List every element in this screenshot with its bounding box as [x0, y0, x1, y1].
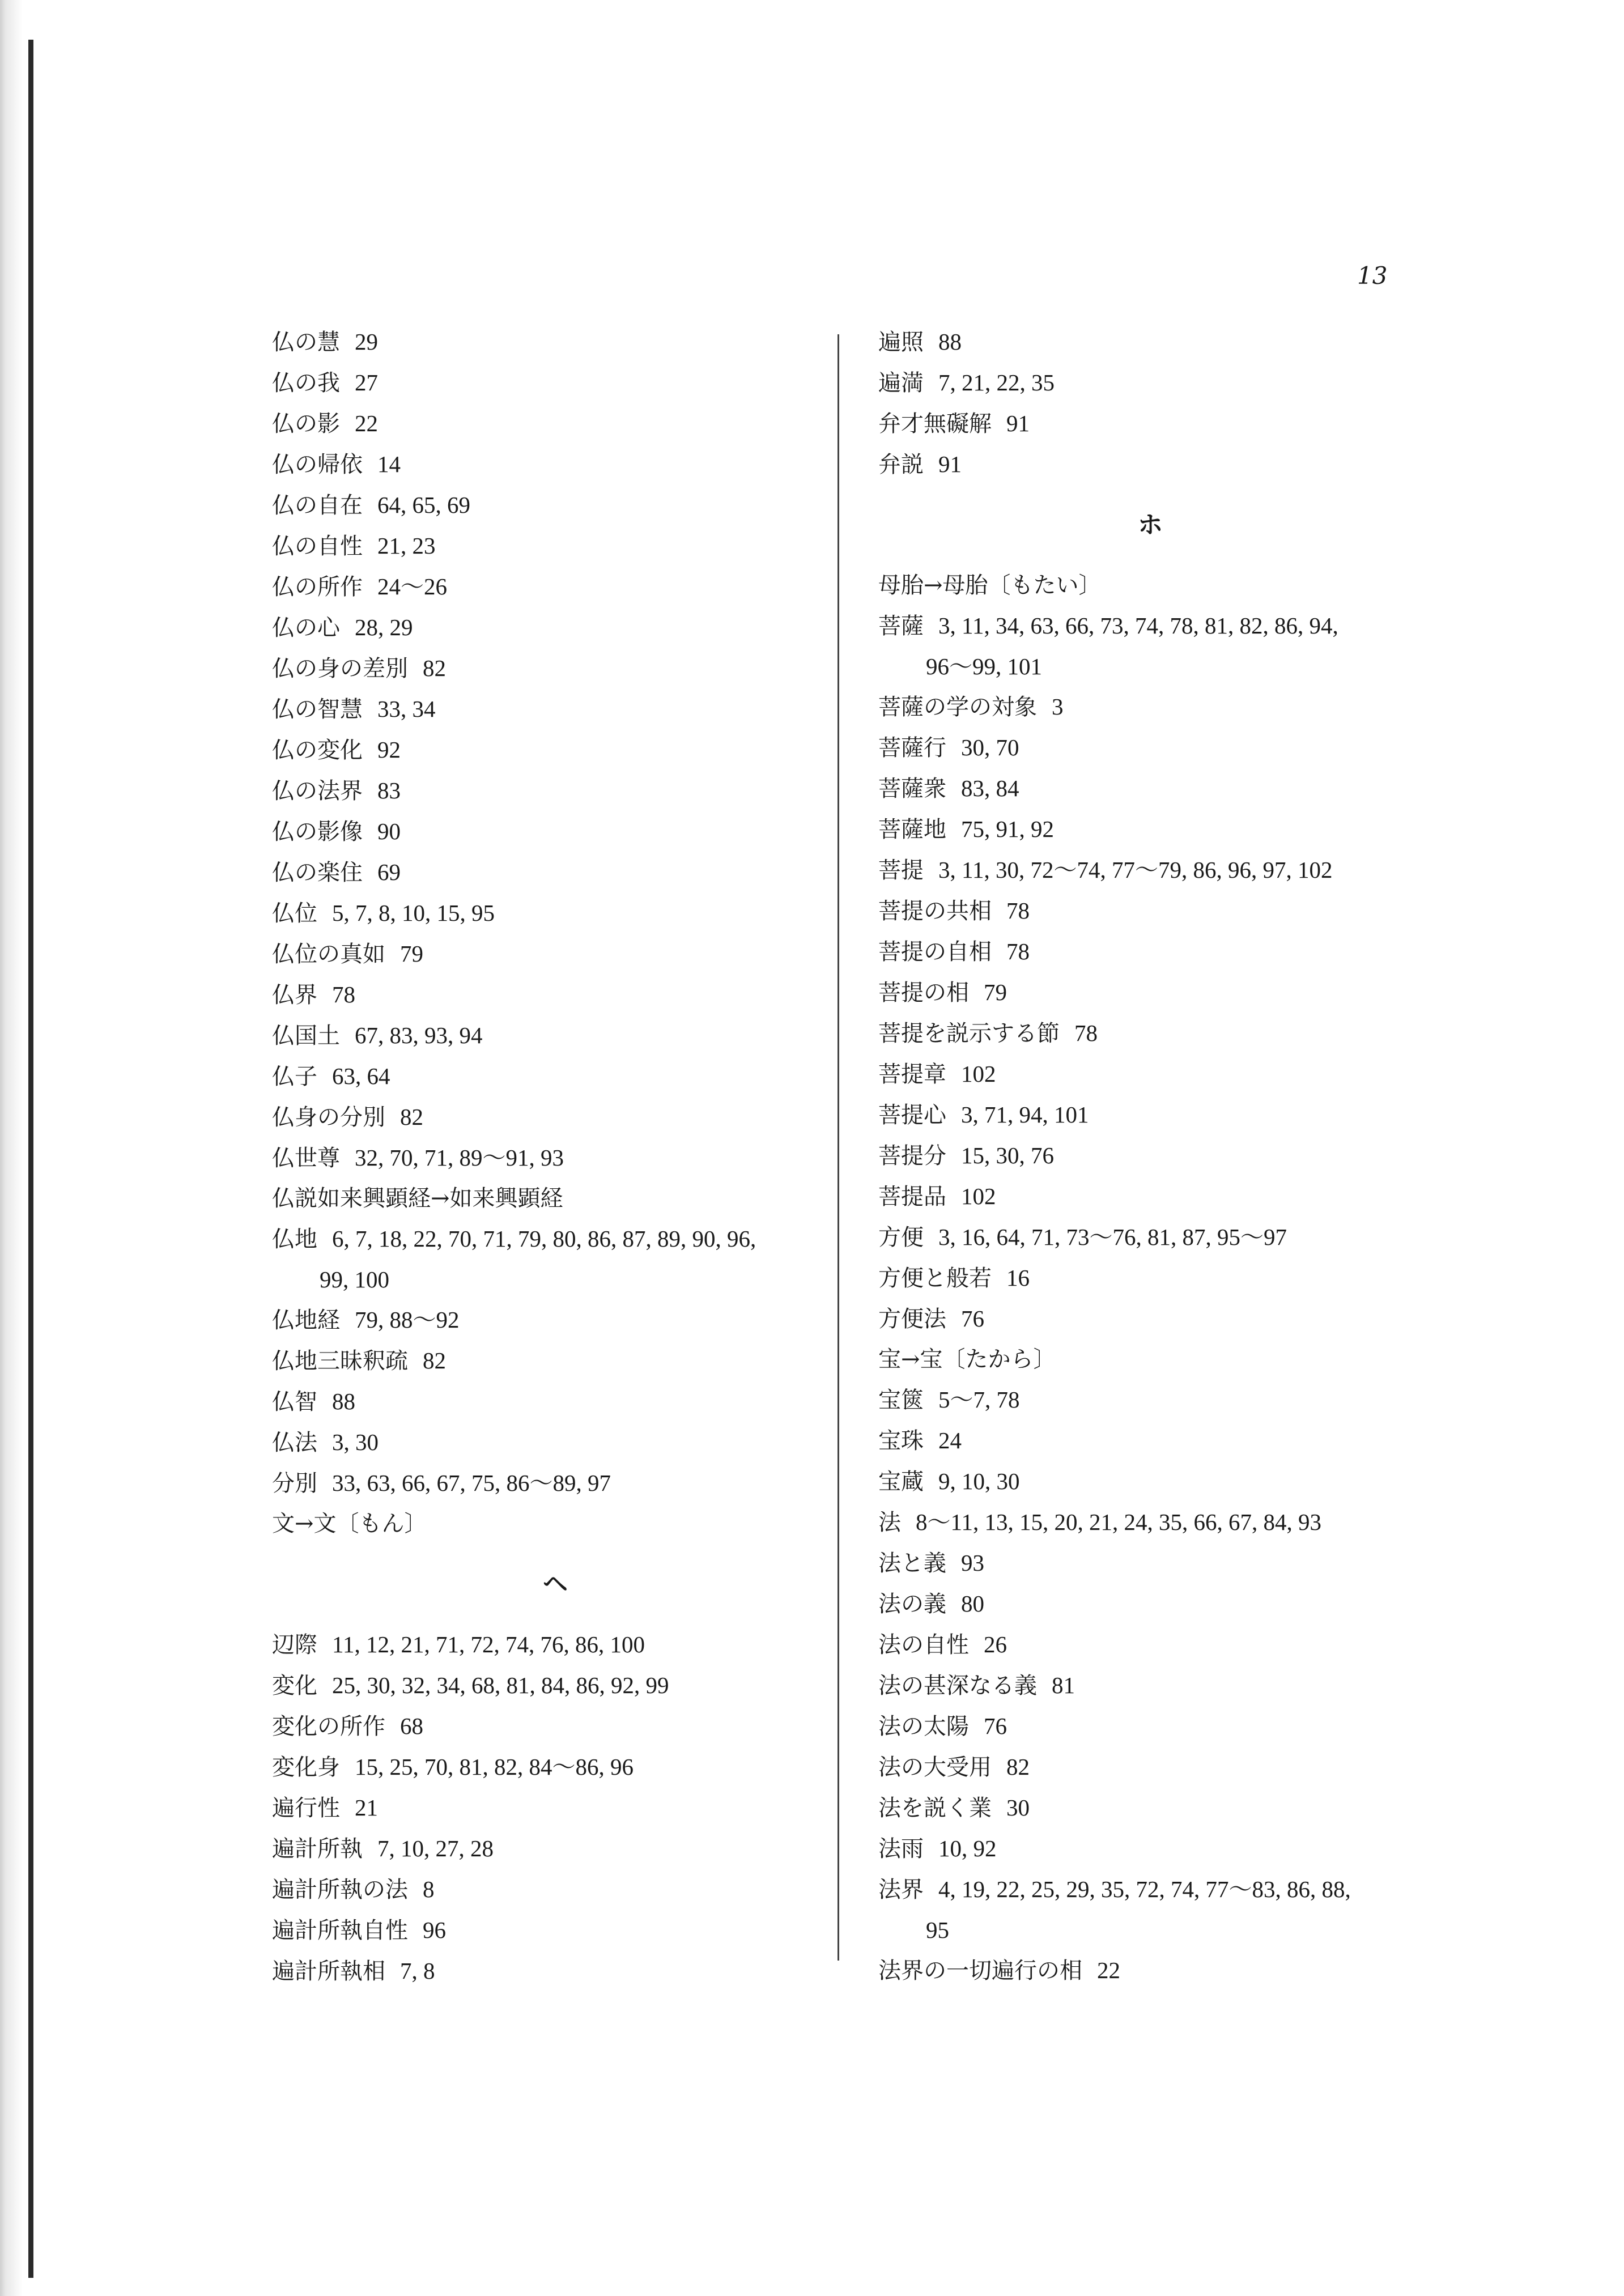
page-references: 33, 63, 66, 67, 75, 86〜89, 97 [332, 1470, 611, 1496]
index-entry [878, 444, 1422, 485]
index-term: 仏地 [272, 1226, 317, 1252]
index-entry [272, 1504, 839, 1544]
index-entry [878, 687, 1422, 728]
index-term: 仏位の真如 [272, 941, 385, 967]
index-entry [878, 768, 1422, 809]
page-references: 24 [938, 1427, 962, 1453]
index-entry [272, 1015, 839, 1056]
index-entry [272, 1341, 839, 1381]
index-term: 仏位 [272, 900, 317, 926]
index-term: 仏地三昧釈疏 [272, 1348, 408, 1374]
index-term: 菩提章 [878, 1061, 946, 1087]
index-entry [878, 1054, 1422, 1095]
index-entry [878, 932, 1422, 972]
page-references: 3, 11, 34, 63, 66, 73, 74, 78, 81, 82, 86, 94, [938, 613, 1338, 639]
index-entry [878, 1217, 1422, 1258]
index-term: 遍計所執 [272, 1836, 363, 1862]
index-entry [878, 1013, 1422, 1054]
index-term: 変化 [272, 1673, 317, 1699]
index-term: 法の義 [878, 1591, 946, 1617]
index-term: 仏法 [272, 1430, 317, 1456]
index-entry [878, 1136, 1422, 1176]
index-term: 分別 [272, 1470, 317, 1496]
index-term: 仏の心 [272, 615, 340, 641]
index-entry [272, 1056, 839, 1097]
index-term: 法と義 [878, 1550, 946, 1576]
index-entry [272, 1138, 839, 1179]
page-references: 68 [400, 1713, 423, 1739]
page-references: 82 [1006, 1754, 1030, 1780]
index-term: 方便と般若 [878, 1265, 992, 1291]
index-term: 菩提心 [878, 1102, 946, 1128]
index-entry [272, 1665, 839, 1706]
index-entry [272, 730, 839, 771]
index-term: 遍計所執自性 [272, 1917, 408, 1944]
index-term: 仏の智慧 [272, 696, 363, 722]
index-entry [878, 972, 1422, 1013]
page-references: 82 [423, 655, 446, 681]
index-term: 菩提の自相 [878, 939, 992, 965]
section-heading: ホ [1138, 511, 1163, 539]
index-term: 遍計所執相 [272, 1958, 385, 1984]
index-term: 法の甚深なる義 [878, 1673, 1037, 1699]
page-references: 21 [355, 1795, 378, 1821]
page-references: 5〜7, 78 [938, 1387, 1020, 1413]
index-term: 仏国土 [272, 1023, 340, 1049]
page-references: 91 [938, 451, 962, 477]
index-term: 菩薩の学の対象 [878, 694, 1037, 720]
page-references: 96 [423, 1917, 446, 1943]
page-references: 11, 12, 21, 71, 72, 74, 76, 86, 100 [332, 1631, 645, 1657]
page-references: 21, 23 [377, 533, 436, 559]
index-entry [878, 809, 1422, 850]
page-references: 15, 30, 76 [961, 1142, 1054, 1168]
page-references: 75, 91, 92 [961, 816, 1054, 842]
index-term: 宝珠 [878, 1428, 924, 1454]
page-references: 79, 88〜92 [355, 1307, 460, 1333]
index-term: 仏の自在 [272, 492, 363, 518]
index-term: 辺際 [272, 1632, 317, 1658]
page-references: 92 [377, 737, 401, 763]
index-term: 菩薩行 [878, 735, 946, 761]
index-entry [272, 526, 839, 567]
index-entry [272, 852, 839, 893]
index-term: 仏説如来興顕経→如来興顕経 [272, 1185, 563, 1211]
index-entry [878, 403, 1422, 444]
index-entry [272, 1463, 839, 1504]
index-term: 仏界 [272, 982, 317, 1008]
page-references: 82 [423, 1347, 446, 1374]
index-entry [272, 1788, 839, 1829]
index-entry [272, 1747, 839, 1788]
index-term: 仏の所作 [272, 574, 363, 600]
index-entry [272, 1625, 839, 1665]
index-entry [878, 1625, 1422, 1665]
index-term: 宝→宝〔たから〕 [878, 1346, 1056, 1372]
page-references: 76 [984, 1713, 1007, 1739]
page-references: 30, 70 [961, 734, 1019, 760]
page-references: 10, 92 [938, 1835, 997, 1861]
index-term: 仏の影 [272, 411, 340, 437]
section-heading: ヘ [543, 1570, 568, 1598]
index-entry [272, 444, 839, 485]
index-term: 変化の所作 [272, 1714, 385, 1740]
page-references: 78 [1006, 898, 1030, 924]
index-entry [878, 1176, 1422, 1217]
index-term: 菩提を説示する節 [878, 1021, 1060, 1047]
page-references: 8 [423, 1876, 435, 1902]
page-references: 3, 16, 64, 71, 73〜76, 81, 87, 95〜97 [938, 1224, 1287, 1250]
index-term: 遍行性 [272, 1795, 340, 1821]
index-entry [878, 1421, 1422, 1461]
index-term: 仏の楽住 [272, 860, 363, 886]
page-references: 15, 25, 70, 81, 82, 84〜86, 96 [355, 1754, 634, 1780]
page-references: 80 [961, 1591, 984, 1617]
page-references-continued: 99, 100 [320, 1266, 389, 1292]
index-entry [878, 891, 1422, 932]
page-references: 24〜26 [377, 573, 447, 599]
page-references: 5, 7, 8, 10, 15, 95 [332, 900, 495, 926]
index-entry [878, 566, 1422, 606]
index-entry [272, 771, 839, 811]
index-entry [878, 1706, 1422, 1747]
index-entry [272, 363, 839, 403]
page-references: 29 [355, 329, 378, 355]
index-term: 仏身の分別 [272, 1104, 385, 1130]
index-term: 仏智 [272, 1389, 317, 1415]
page-references: 78 [332, 981, 355, 1007]
index-term: 仏の変化 [272, 737, 363, 763]
index-term: 菩提 [878, 857, 924, 883]
index-entry [272, 975, 839, 1015]
index-entry [878, 1829, 1422, 1869]
page-references: 78 [1006, 938, 1030, 964]
index-term: 法 [878, 1510, 901, 1536]
page-references: 79 [984, 979, 1007, 1005]
index-entry [878, 1461, 1422, 1502]
page-references: 3, 71, 94, 101 [961, 1102, 1089, 1128]
index-term: 弁才無礙解 [878, 411, 992, 437]
index-entry [878, 1584, 1422, 1625]
index-term: 仏の帰依 [272, 452, 363, 478]
page-references: 3 [1052, 694, 1064, 720]
page-references: 93 [961, 1550, 984, 1576]
index-term: 遍照 [878, 329, 924, 355]
index-entry [878, 728, 1422, 768]
index-entry [878, 1258, 1422, 1299]
index-term: 仏の影像 [272, 819, 363, 845]
index-term: 法を説く業 [878, 1795, 992, 1821]
index-column-right [878, 322, 1422, 1991]
index-entry [272, 811, 839, 852]
index-term: 法の太陽 [878, 1714, 969, 1740]
page-references: 69 [377, 859, 401, 885]
index-entry [272, 1422, 839, 1463]
index-entry [878, 1502, 1422, 1543]
index-term: 宝篋 [878, 1387, 924, 1413]
index-term: 文→文〔もん〕 [272, 1511, 427, 1537]
page-references: 28, 29 [355, 614, 413, 640]
index-term: 菩薩 [878, 613, 924, 639]
page-references: 3, 30 [332, 1429, 379, 1455]
page-number: 13 [1357, 262, 1388, 290]
index-entry [272, 1706, 839, 1747]
index-entry [272, 1097, 839, 1138]
index-entry [272, 648, 839, 689]
index-term: 菩提の共相 [878, 898, 992, 924]
page-references: 90 [377, 818, 401, 844]
index-term: 菩提の相 [878, 980, 969, 1006]
page-references: 25, 30, 32, 34, 68, 81, 84, 86, 92, 99 [332, 1672, 669, 1698]
page-references: 91 [1006, 410, 1030, 436]
index-entry [272, 1179, 839, 1219]
index-term: 母胎→母胎〔もたい〕 [878, 572, 1102, 598]
index-entry [272, 893, 839, 934]
index-term: 菩提品 [878, 1184, 946, 1210]
index-term: 仏地経 [272, 1307, 340, 1333]
index-term: 仏の慧 [272, 329, 340, 355]
index-entry [272, 322, 839, 363]
page-references: 63, 64 [332, 1063, 390, 1089]
index-term: 遍計所執の法 [272, 1877, 408, 1903]
page-references: 102 [961, 1061, 996, 1087]
page-references: 7, 21, 22, 35 [938, 369, 1055, 396]
index-entry [878, 1747, 1422, 1788]
index-term: 仏の我 [272, 370, 340, 396]
index-term: 法の大受用 [878, 1754, 992, 1780]
index-entry [878, 1665, 1422, 1706]
index-term: 変化身 [272, 1754, 340, 1780]
index-term: 宝蔵 [878, 1469, 924, 1495]
index-column-left [272, 322, 839, 1992]
index-entry [272, 689, 839, 730]
page-references: 27 [355, 369, 378, 396]
binding-shadow-line [28, 40, 33, 2278]
page-references-continued: 96〜99, 101 [926, 653, 1042, 679]
index-entry [272, 1829, 839, 1869]
page-references: 8〜11, 13, 15, 20, 21, 24, 35, 66, 67, 84, 93 [916, 1509, 1321, 1535]
index-entry [878, 363, 1422, 403]
page-references: 7, 8 [400, 1958, 435, 1984]
index-term: 法界 [878, 1877, 924, 1903]
index-entry [878, 850, 1422, 891]
index-term: 法界の一切遍行の相 [878, 1958, 1082, 1984]
page-references: 88 [332, 1388, 355, 1414]
page-references: 6, 7, 18, 22, 70, 71, 79, 80, 86, 87, 89, 90, 96, [332, 1226, 756, 1252]
index-entry [878, 1380, 1422, 1421]
index-entry [272, 1381, 839, 1422]
page-references: 88 [938, 329, 962, 355]
index-term: 法の自性 [878, 1632, 969, 1658]
page-references: 32, 70, 71, 89〜91, 93 [355, 1145, 564, 1171]
page-references: 83, 84 [961, 775, 1019, 801]
page-references: 76 [961, 1306, 984, 1332]
index-term: 菩提分 [878, 1143, 946, 1169]
index-term: 菩薩衆 [878, 776, 946, 802]
index-entry [272, 1869, 839, 1910]
index-term: 仏世尊 [272, 1145, 340, 1171]
index-entry [878, 1340, 1422, 1380]
page-references: 14 [377, 451, 401, 477]
index-entry [878, 1950, 1422, 1991]
page-references: 64, 65, 69 [377, 492, 470, 518]
index-entry [878, 1788, 1422, 1829]
index-entry [878, 1869, 1422, 1950]
index-entry [272, 567, 839, 607]
page-references: 33, 34 [377, 696, 436, 722]
page-references: 78 [1074, 1020, 1098, 1046]
index-term: 仏の自性 [272, 533, 363, 559]
page-references: 22 [1097, 1957, 1120, 1983]
index-term: 仏の身の差別 [272, 656, 408, 682]
index-entry [272, 403, 839, 444]
index-term: 仏の法界 [272, 778, 363, 804]
page-references: 26 [984, 1631, 1007, 1657]
index-entry [272, 485, 839, 526]
column-divider [837, 334, 839, 1961]
index-entry [272, 1219, 839, 1300]
page-references: 3, 11, 30, 72〜74, 77〜79, 86, 96, 97, 102 [938, 857, 1333, 883]
index-entry [878, 1095, 1422, 1136]
page-references: 30 [1006, 1795, 1030, 1821]
page-references-continued: 95 [926, 1917, 949, 1943]
index-entry [878, 322, 1422, 363]
index-term: 方便法 [878, 1306, 946, 1332]
page-references: 7, 10, 27, 28 [377, 1835, 494, 1861]
page-references: 79 [400, 941, 423, 967]
page-references: 102 [961, 1183, 996, 1209]
index-entry [272, 1951, 839, 1992]
index-entry [878, 606, 1422, 687]
index-term: 遍満 [878, 370, 924, 396]
index-entry [272, 934, 839, 975]
page-references: 22 [355, 410, 378, 436]
index-term: 弁説 [878, 452, 924, 478]
index-entry [878, 1299, 1422, 1340]
page-references: 83 [377, 777, 401, 803]
page-references: 82 [400, 1104, 423, 1130]
index-term: 菩薩地 [878, 817, 946, 843]
page-references: 81 [1052, 1672, 1075, 1698]
index-entry [272, 1910, 839, 1951]
index-entry [272, 1300, 839, 1341]
page-references: 9, 10, 30 [938, 1468, 1020, 1494]
page-references: 16 [1006, 1265, 1030, 1291]
index-term: 法雨 [878, 1836, 924, 1862]
page-references: 67, 83, 93, 94 [355, 1022, 483, 1048]
index-term: 仏子 [272, 1064, 317, 1090]
page-references: 4, 19, 22, 25, 29, 35, 72, 74, 77〜83, 86, 88, [938, 1876, 1351, 1902]
index-entry [878, 1543, 1422, 1584]
index-entry [272, 607, 839, 648]
index-term: 方便 [878, 1224, 924, 1251]
